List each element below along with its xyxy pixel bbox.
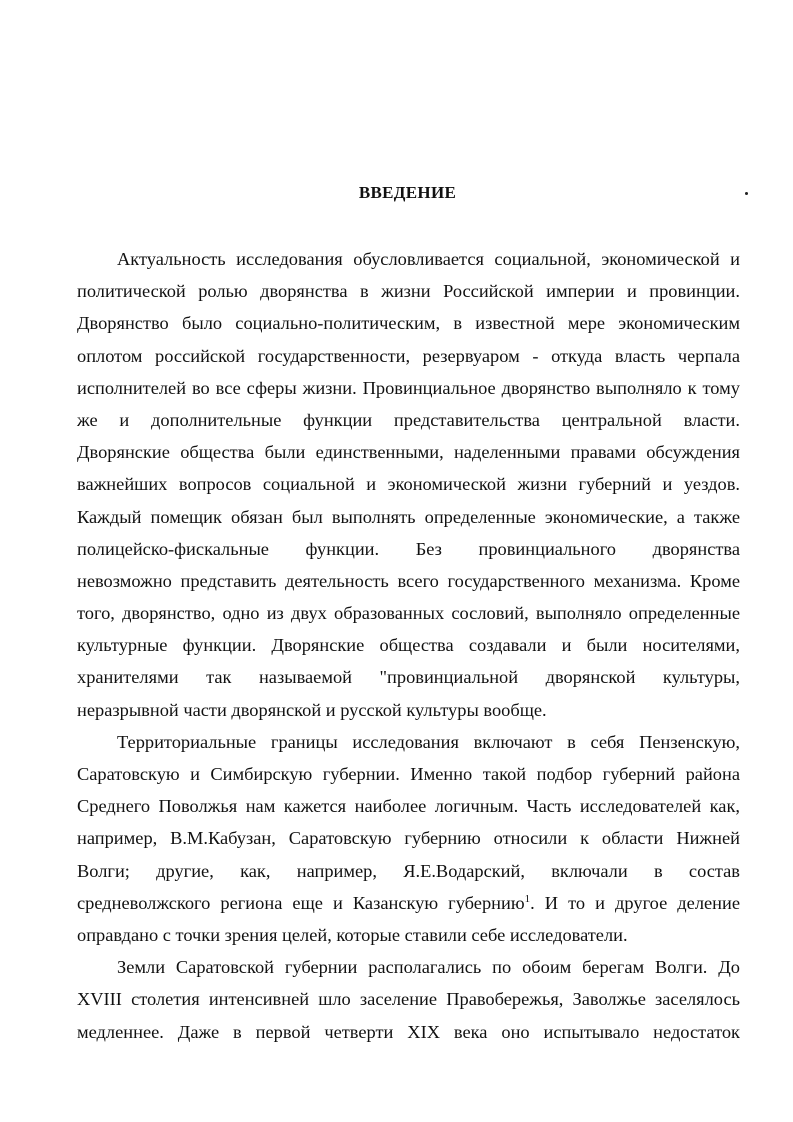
text-line: же и дополнительные функции представительства центральной власти. (77, 409, 740, 430)
text-line: Территориальные границы исследования включают в себя Пензенскую, (117, 731, 740, 752)
text-line: Каждый помещик обязан был выполнять определенные экономические, а также (77, 506, 740, 527)
text-line: оплотом российской государственности, резервуаром - откуда власть черпала (77, 345, 740, 366)
text-line: хранителями так называемой "провинциальной дворянской культуры, (77, 667, 740, 688)
text-line: полицейско-фискальные функции. Без провинциального дворянства (77, 538, 740, 559)
text-line: культурные функции. Дворянские общества создавали и были носителями, (77, 635, 740, 656)
text-segment: . И то и другое деление (530, 892, 741, 913)
text-line: Земли Саратовской губернии располагались по обоим берегам Волги. До (117, 957, 740, 978)
document-body (77, 243, 740, 1048)
text-line: невозможно представить деятельность всего государственного механизма. Кроме (77, 570, 740, 591)
text-line: Волги; другие, как, например, Я.Е.Водарский, включали в состав (77, 860, 740, 881)
text-line: исполнителей во все сферы жизни. Провинциальное дворянство выполняло к тому (77, 377, 740, 398)
text-line: XVIII столетия интенсивней шло заселение Правобережья, Заволжье заселялось (77, 989, 740, 1010)
text-line: например, В.М.Кабузан, Саратовскую губернию относили к области Нижней (77, 828, 740, 849)
text-line: неразрывной части дворянской и русской культуры вообще. (77, 699, 547, 720)
text-line: Актуальность исследования обусловливается социальной, экономической и (117, 249, 740, 269)
text-line: политической ролью дворянства в жизни Российской империи и провинции. (77, 281, 740, 302)
text-segment: средневолжского региона еще и Казанскую губернию (77, 892, 525, 913)
footnote-reference: 1 (524, 892, 531, 905)
text-line: Дворянство было социально-политическим, в известной мере экономическим (77, 313, 740, 334)
page-title: ВВЕДЕНИЕ (358, 183, 457, 202)
text-line: оправдано с точки зрения целей, которые ставили себе исследователи. (77, 924, 628, 945)
text-line: Дворянские общества были единственными, наделенными правами обсуждения (77, 442, 740, 463)
text-line: медленнее. Даже в первой четверти XIX века оно испытывало недостаток (77, 1021, 740, 1042)
text-line: того, дворянство, одно из двух образованных сословий, выполняло определенные (77, 603, 740, 624)
text-line: важнейших вопросов социальной и экономической жизни губерний и уездов. (77, 474, 740, 495)
text-line: Саратовскую и Симбирскую губернии. Именно такой подбор губерний района (77, 764, 740, 784)
text-line: Среднего Поволжья нам кажется наиболее логичным. Часть исследователей как, (77, 796, 740, 817)
text-line-with-footnote (77, 887, 740, 919)
scan-speck (745, 192, 748, 195)
